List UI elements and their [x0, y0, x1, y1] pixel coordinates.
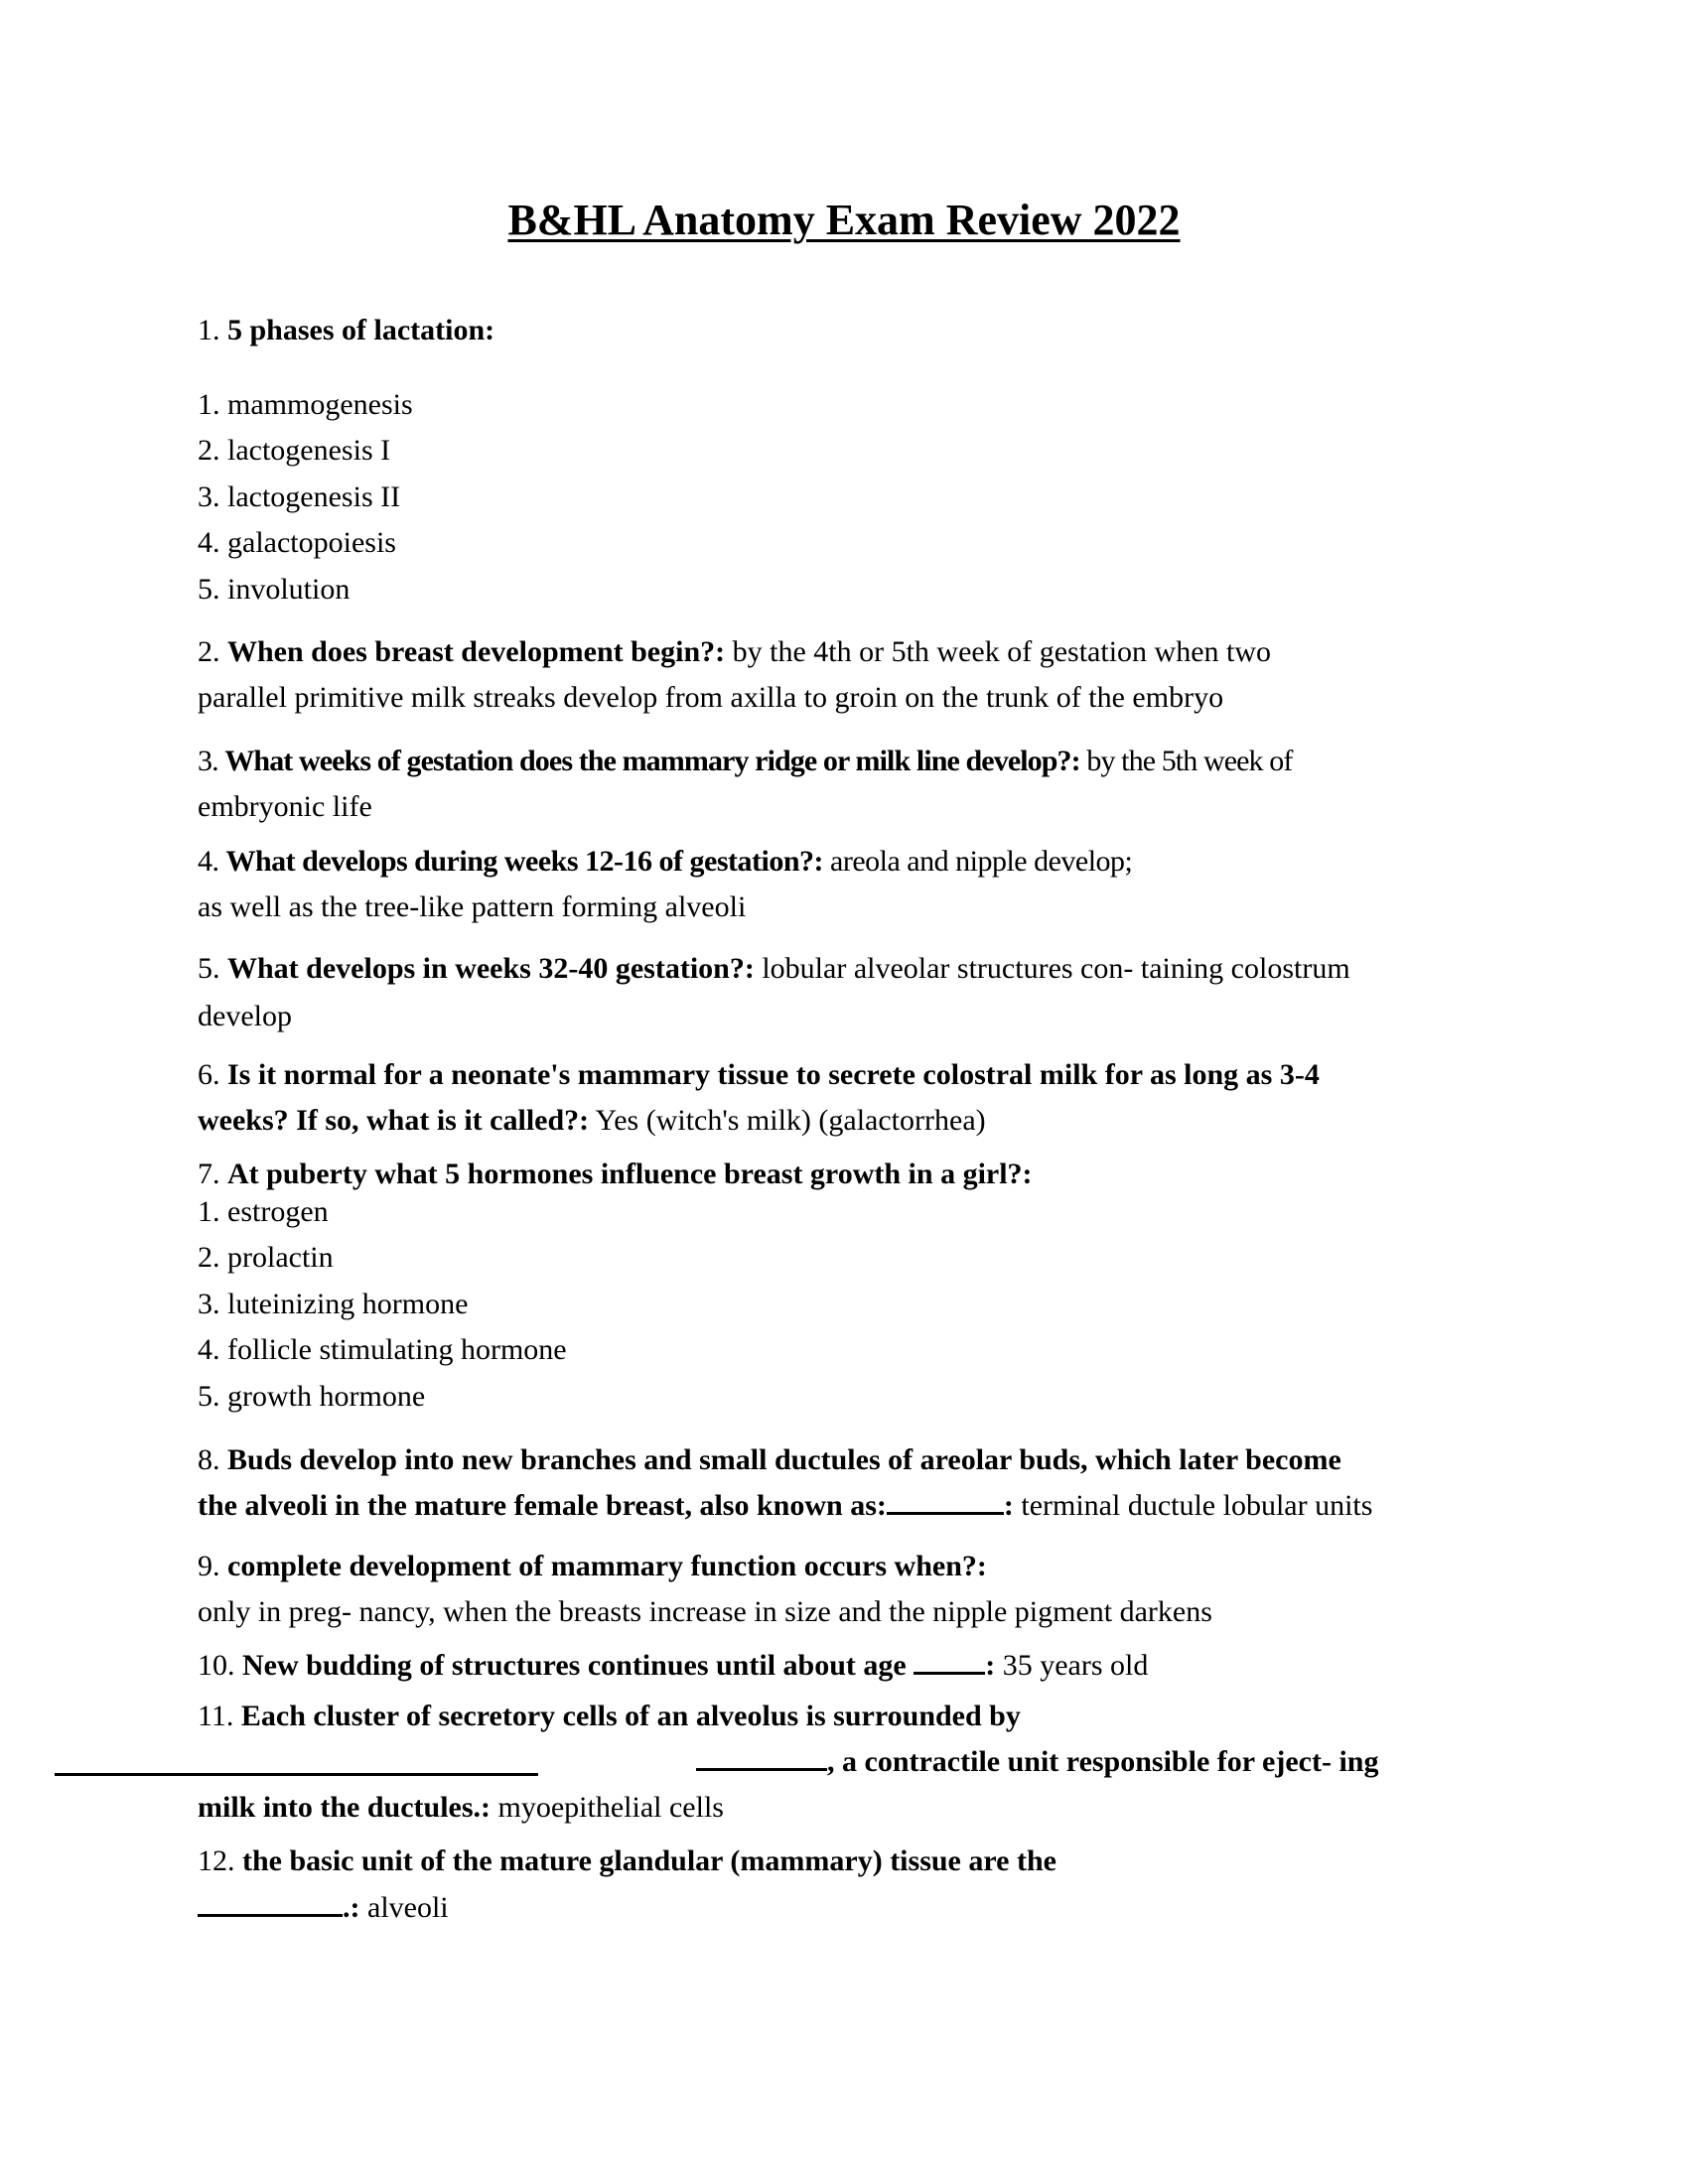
q-text: Buds develop into new branches and small ductules of areolar buds, which later become [227, 1443, 1341, 1476]
question-12-cont [198, 1890, 449, 1926]
list-item: 4. galactopoiesis [198, 526, 396, 559]
list-item: 1. mammogenesis [198, 388, 413, 421]
question-11-cont2 [198, 1790, 724, 1826]
question-10 [198, 1648, 1148, 1684]
question-11 [198, 1699, 1021, 1734]
answer: lobular alveolar structures con- taining colostrum [762, 952, 1350, 985]
q-text: When does breast development begin?: [227, 635, 726, 668]
list-item: 3. luteinizing hormone [198, 1288, 469, 1320]
fill-blank-long [55, 1773, 538, 1776]
q-text: the alveoli in the mature female breast, also known as: [198, 1489, 887, 1522]
answer: areola and nipple develop; [830, 845, 1133, 878]
fill-blank [887, 1488, 1004, 1515]
q-text: .: [343, 1891, 360, 1924]
page-title: B&HL Anatomy Exam Review 2022 [507, 196, 1181, 244]
question-8-cont [198, 1488, 1372, 1524]
fill-blank [696, 1744, 827, 1771]
answer: by the 5th week of [1086, 745, 1293, 777]
list-item: 2. prolactin [198, 1241, 334, 1274]
question-12 [198, 1843, 1056, 1879]
answer: by the 4th or 5th week of gestation when two [732, 635, 1272, 668]
answer: only in preg- nancy, when the breasts increase in size and the nipple pigment darkens [198, 1595, 1212, 1628]
q-number: 11. [198, 1700, 234, 1732]
q-number: 2. [198, 635, 220, 668]
q-text: New budding of structures continues until about age [242, 1649, 907, 1682]
list-item: 3. lactogenesis II [198, 480, 401, 513]
answer-cont: develop [198, 1000, 292, 1032]
q-number: 3. [198, 745, 218, 777]
q-text: 5 phases of lactation: [227, 314, 495, 346]
list-item: 2. lactogenesis I [198, 434, 391, 467]
q-text: What develops in weeks 32-40 gestation?: [227, 952, 755, 985]
list-item: 5. involution [198, 573, 351, 606]
question-5 [198, 951, 1350, 987]
q-text: the basic unit of the mature glandular (mammary) tissue are the [242, 1844, 1056, 1877]
answer-cont: parallel primitive milk streaks develop from axilla to groin on the trunk of the embryo [198, 681, 1224, 714]
q-number: 8. [198, 1443, 220, 1476]
q-number: 9. [198, 1550, 220, 1582]
q-number: 1. [198, 314, 220, 346]
q-number: 4. [198, 845, 219, 878]
answer-cont: embryonic life [198, 790, 372, 823]
q-number: 7. [198, 1158, 220, 1190]
question-9 [198, 1549, 987, 1584]
q-text: : [1003, 1489, 1014, 1522]
question-8 [198, 1442, 1341, 1478]
q-text: What weeks of gestation does the mammary ridge or milk line develop?: [224, 745, 1080, 777]
question-3 [198, 744, 1292, 779]
fill-blank [914, 1648, 985, 1675]
question-11-cont [696, 1744, 1378, 1780]
q-number: 6. [198, 1058, 220, 1091]
answer-cont: as well as the tree-like pattern forming alveoli [198, 890, 747, 923]
q-text: , a contractile unit responsible for eject- ing [827, 1745, 1379, 1778]
answer: terminal ductule lobular units [1021, 1489, 1373, 1522]
question-2 [198, 634, 1271, 670]
q-text: What develops during weeks 12-16 of gestation?: [225, 845, 824, 878]
q-text: Each cluster of secretory cells of an alveolus is surrounded by [240, 1700, 1021, 1732]
question-6 [198, 1057, 1320, 1093]
list-item: 5. growth hormone [198, 1380, 426, 1413]
question-7 [198, 1157, 1033, 1192]
list-item: 4. follicle stimulating hormone [198, 1333, 567, 1366]
q-number: 12. [198, 1844, 235, 1877]
question-1 [198, 313, 494, 348]
q-text: milk into the ductules.: [198, 1791, 492, 1824]
q-text: Is it normal for a neonate's mammary tissue to secrete colostral milk for as long as 3-4 [227, 1058, 1320, 1091]
q-text: complete development of mammary function occurs when?: [227, 1550, 987, 1582]
answer: 35 years old [1002, 1649, 1149, 1682]
q-number: 10. [198, 1649, 235, 1682]
q-text: At puberty what 5 hormones influence breast growth in a girl?: [227, 1158, 1033, 1190]
q-text: : [985, 1649, 996, 1682]
list-item: 1. estrogen [198, 1195, 329, 1228]
q-text: weeks? If so, what is it called?: [198, 1104, 590, 1137]
question-4 [198, 844, 1132, 880]
question-6-cont [198, 1103, 986, 1139]
fill-blank [198, 1890, 343, 1917]
answer: Yes (witch's milk) (galactorrhea) [595, 1104, 986, 1137]
answer: alveoli [367, 1891, 449, 1924]
q-number: 5. [198, 952, 220, 985]
answer: myoepithelial cells [497, 1791, 724, 1824]
